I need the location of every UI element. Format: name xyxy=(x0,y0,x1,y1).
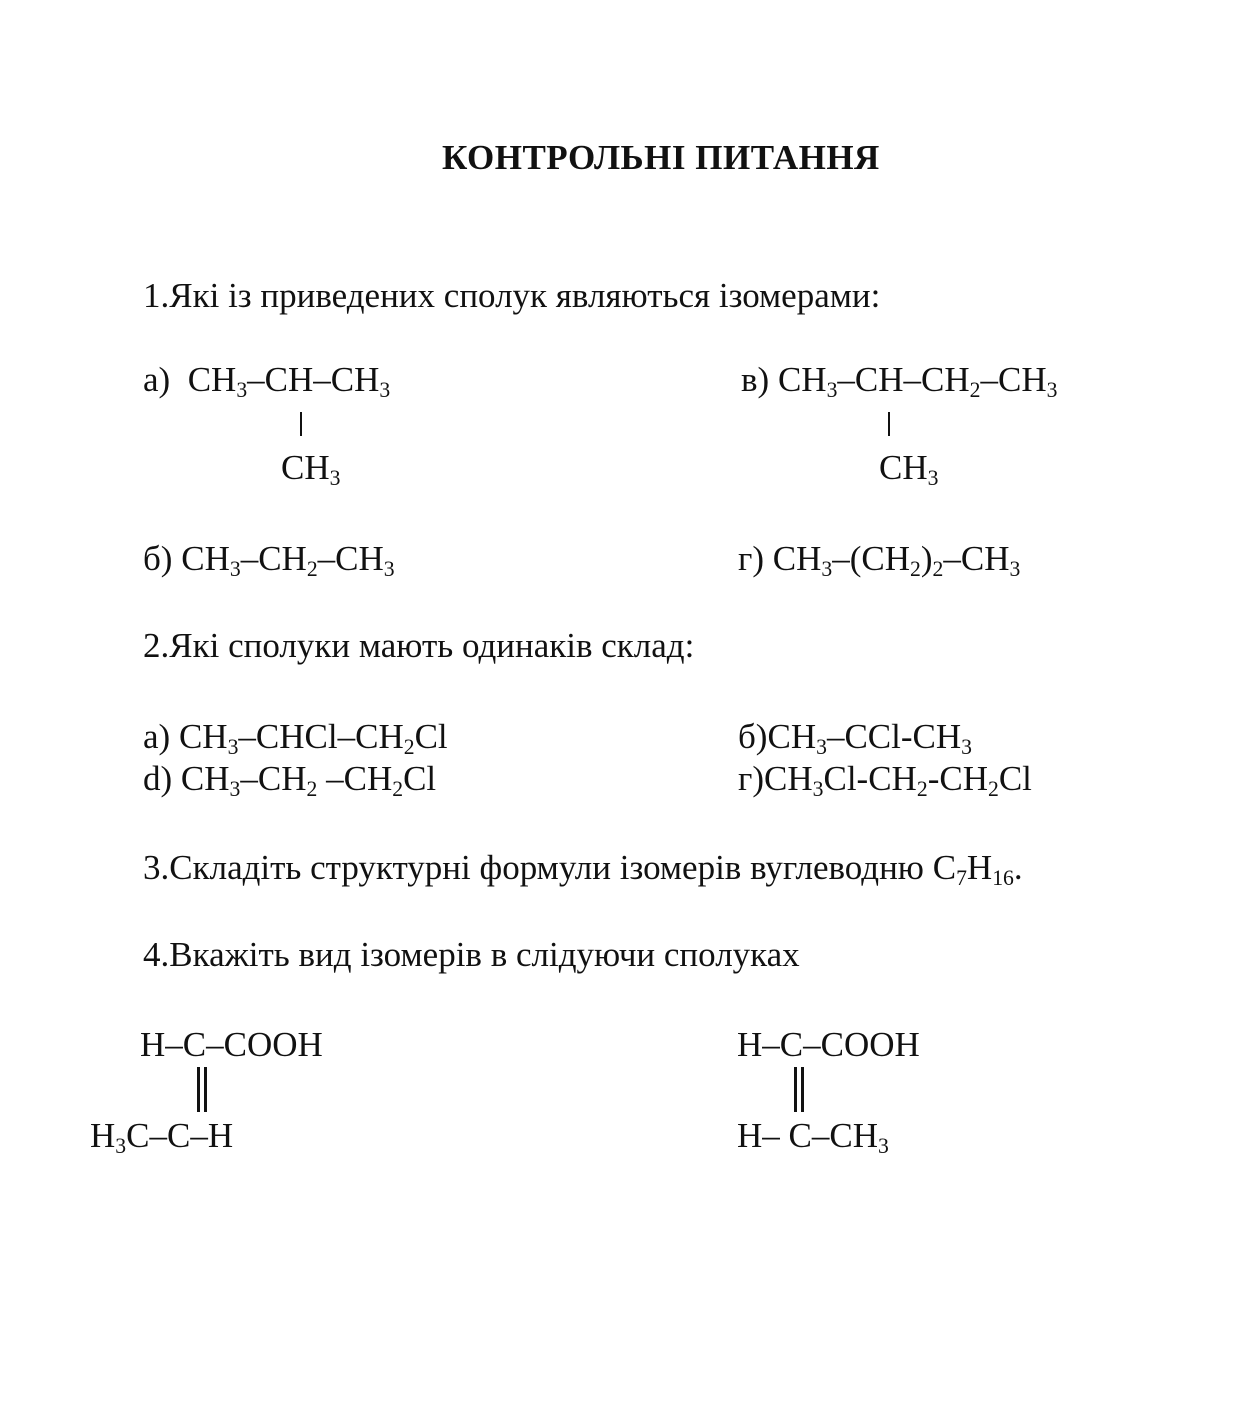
double-bond-line xyxy=(801,1067,804,1112)
q2-option-g-formula: $CH_3Cl-CH_2-CH_2Cl$ xyxy=(764,759,1032,802)
q2-option-g-label: г) xyxy=(738,759,765,798)
q1-option-v-branch: $CH_3$ xyxy=(879,448,939,491)
q1-option-a xyxy=(143,360,391,403)
q2-option-a xyxy=(143,717,448,760)
bond-line xyxy=(888,412,890,436)
q1-option-a-formula: $CH_3-CH-CH_3$ xyxy=(187,360,391,403)
q2-option-b-label: б) xyxy=(738,717,768,756)
question-1-text: 1.Які із приведених сполук являються ізомерами: xyxy=(143,276,881,315)
q1-option-b xyxy=(143,539,395,582)
q1-option-v-label: в) xyxy=(741,360,770,399)
page-title: КОНТРОЛЬНІ ПИТАННЯ xyxy=(442,138,880,177)
q4-left-top-formula: H–C–COOH xyxy=(140,1025,323,1064)
q4-left-bottom-formula: $H_3C-C-H$ xyxy=(90,1116,234,1159)
q2-option-d xyxy=(143,759,437,802)
q1-option-a-label: а) xyxy=(143,360,171,399)
q4-right-bottom-formula: H– $C-CH_3$ xyxy=(737,1116,889,1159)
q2-option-d-formula: $CH_3-CH_2$ $-CH_2Cl$ xyxy=(180,759,437,802)
q1-option-v-formula: $CH_3-CH-CH_2-CH_3$ xyxy=(777,360,1058,403)
q1-option-b-formula: $CH_3-CH_2-CH_3$ xyxy=(181,539,395,582)
bond-line xyxy=(300,412,302,436)
q1-option-v xyxy=(741,360,1058,403)
double-bond-line xyxy=(794,1067,797,1112)
double-bond-line xyxy=(197,1067,200,1112)
q2-option-g xyxy=(738,759,1032,802)
q1-option-g-formula: $CH_3-(CH_2)_2-CH_3$ xyxy=(772,539,1021,582)
q2-option-b-formula: $CH_3-CCl-CH_3$ xyxy=(767,717,972,760)
q2-option-a-formula: $CH_3-CHCl-CH_2Cl$ xyxy=(178,717,448,760)
question-2-text: 2.Які сполуки мають одинаків склад: xyxy=(143,626,695,665)
q1-option-g xyxy=(738,539,1021,582)
question-3-text: 3.Складіть структурні формули ізомерів вуглеводню $C_7H_{16}$. xyxy=(143,848,1023,891)
q2-option-d-label: d) xyxy=(143,759,173,798)
q1-option-g-label: г) xyxy=(738,539,765,578)
q2-option-b xyxy=(738,717,972,760)
question-4-text: 4.Вкажіть вид ізомерів в слідуючи сполуках xyxy=(143,935,800,974)
q2-option-a-label: а) xyxy=(143,717,171,756)
q4-right-top-formula: H–C–COOH xyxy=(737,1025,920,1064)
q1-option-a-branch: $CH_3$ xyxy=(281,448,341,491)
q1-option-b-label: б) xyxy=(143,539,173,578)
double-bond-line xyxy=(204,1067,207,1112)
